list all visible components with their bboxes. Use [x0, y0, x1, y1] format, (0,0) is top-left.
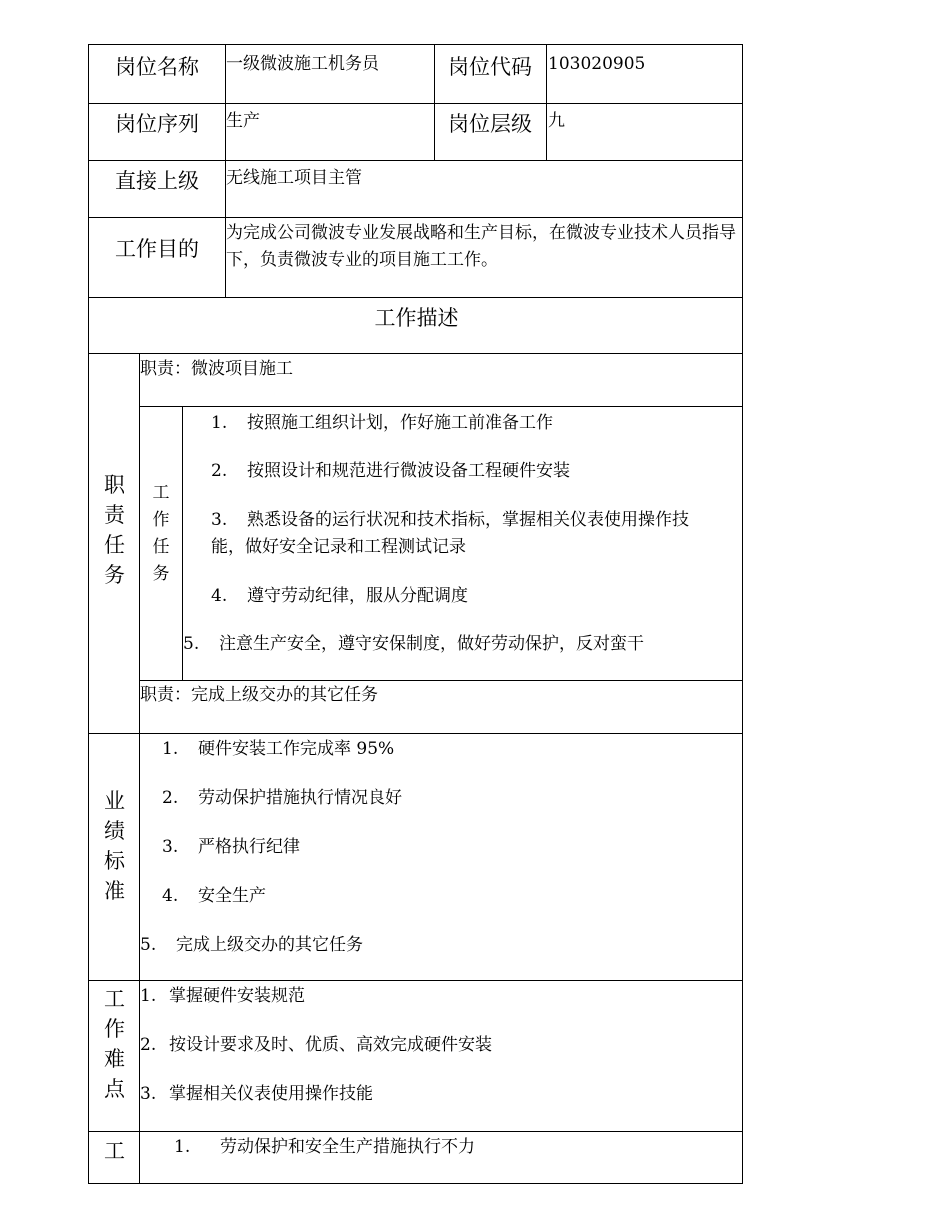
performance-item: 2. 劳动保护措施执行情况良好 — [162, 788, 402, 808]
task-item: 4. 遵守劳动纪律，服从分配调度 — [211, 586, 468, 606]
duties-label: 职 责 任 务 — [104, 473, 125, 587]
level-label: 岗位层级 — [448, 112, 532, 136]
performance-item: 5. 完成上级交办的其它任务 — [140, 935, 363, 955]
sequence-value: 生产 — [226, 111, 260, 131]
purpose-value: 为完成公司微波专业发展战略和生产目标，在微波专业技术人员指导下，负责微波专业的项目施工工作。 — [226, 223, 736, 270]
task-item: 1. 按照施工组织计划，作好施工前准备工作 — [211, 413, 553, 433]
superior-value: 无线施工项目主管 — [226, 168, 362, 188]
duty-2: 职责：完成上级交办的其它任务 — [140, 685, 378, 705]
difficulty-item: 3. 掌握相关仪表使用操作技能 — [140, 1084, 373, 1104]
position-code-value: 103020905 — [548, 54, 646, 74]
task-item: 3. 熟悉设备的运行状况和技术指标，掌握相关仪表使用操作技 — [211, 510, 689, 530]
performance-item: 3. 严格执行纪律 — [162, 837, 300, 857]
sequence-label: 岗位序列 — [115, 112, 199, 136]
performance-item: 4. 安全生产 — [162, 886, 266, 906]
row-purpose — [88, 217, 743, 298]
duty-1: 职责：微波项目施工 — [140, 359, 293, 379]
task-item-continuation: 能，做好安全记录和工程测试记录 — [211, 537, 466, 557]
duties-block — [88, 353, 743, 734]
description-title: 工作描述 — [374, 306, 459, 330]
superior-label: 直接上级 — [115, 169, 199, 193]
last-block — [88, 1131, 743, 1184]
last-item: 1. 劳动保护和安全生产措施执行不力 — [174, 1137, 475, 1157]
difficulties-block — [88, 980, 743, 1132]
difficulties-label: 工 作 难 点 — [104, 987, 125, 1101]
difficulty-item: 2. 按设计要求及时、优质、高效完成硬件安装 — [140, 1035, 492, 1055]
row-description-title — [88, 297, 743, 354]
level-value: 九 — [548, 111, 565, 131]
row-superior — [88, 160, 743, 218]
position-name-label: 岗位名称 — [115, 55, 199, 79]
position-code-label: 岗位代码 — [448, 55, 532, 79]
row-sequence — [88, 103, 743, 161]
last-label: 工 — [104, 1139, 125, 1163]
performance-label: 业 绩 标 准 — [104, 789, 125, 903]
purpose-label: 工作目的 — [115, 237, 199, 261]
position-name-value: 一级微波施工机务员 — [226, 54, 379, 74]
performance-item: 1. 硬件安装工作完成率 95% — [162, 739, 395, 759]
difficulty-item: 1. 掌握硬件安装规范 — [140, 986, 305, 1006]
task-item: 5. 注意生产安全，遵守安保制度，做好劳动保护，反对蛮干 — [183, 634, 644, 654]
row-position-name — [88, 44, 743, 104]
task-item: 2. 按照设计和规范进行微波设备工程硬件安装 — [211, 461, 570, 481]
performance-block — [88, 733, 743, 981]
tasks-label: 工 作 任 务 — [152, 483, 170, 584]
